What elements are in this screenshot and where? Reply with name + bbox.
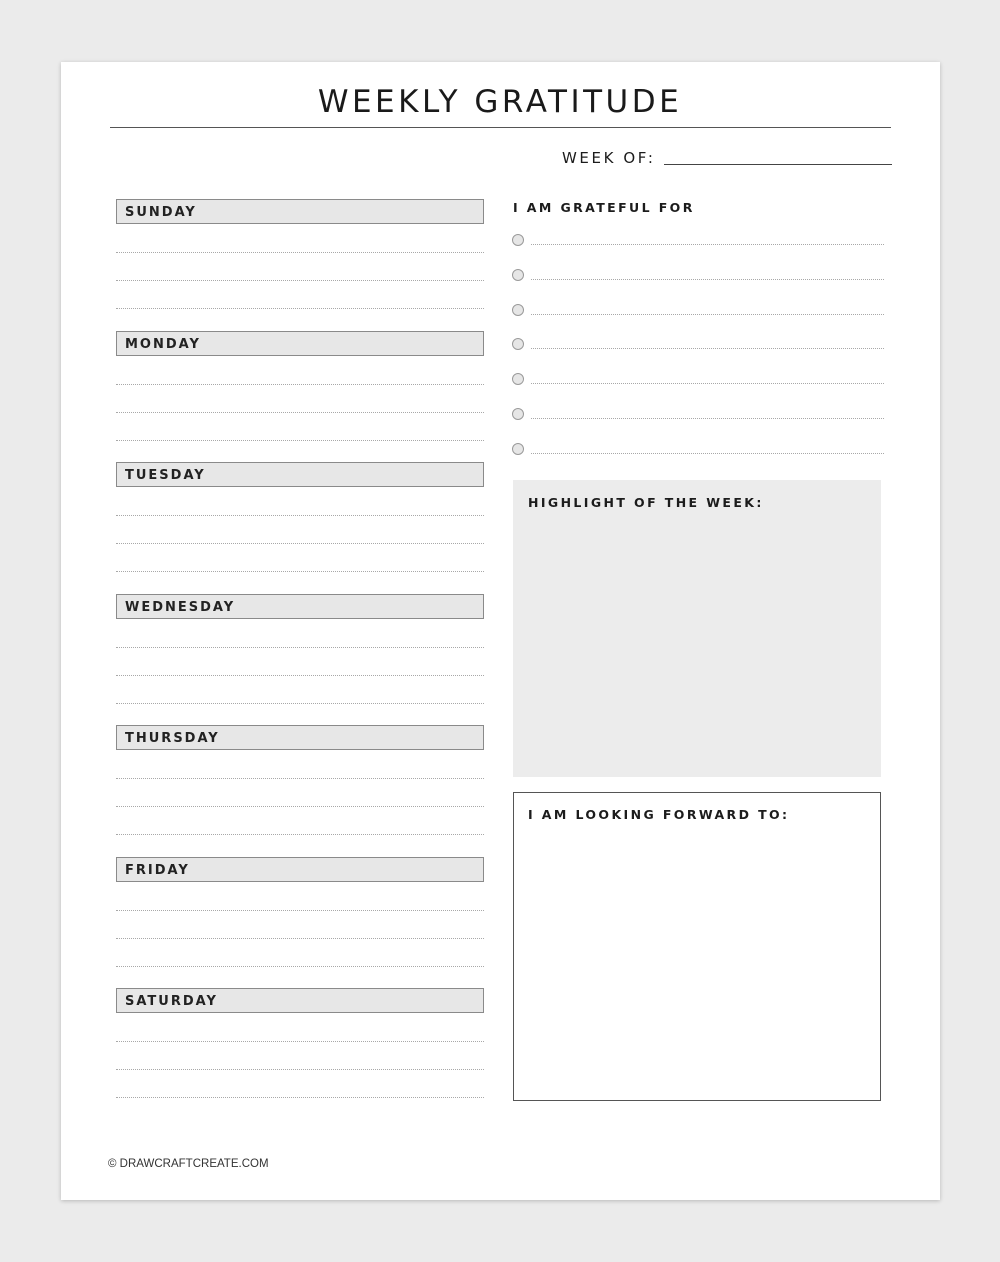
day-label: MONDAY <box>125 337 201 352</box>
day-writing-line[interactable] <box>116 543 484 544</box>
week-of-field[interactable] <box>664 164 892 165</box>
day-writing-line[interactable] <box>116 647 484 648</box>
day-label: WEDNESDAY <box>125 600 236 615</box>
day-writing-line[interactable] <box>116 384 484 385</box>
highlight-box[interactable] <box>513 480 881 777</box>
title-divider <box>110 127 891 128</box>
day-writing-line[interactable] <box>116 938 484 939</box>
day-writing-line[interactable] <box>116 280 484 281</box>
grateful-writing-line[interactable] <box>531 244 884 245</box>
grateful-title: I AM GRATEFUL FOR <box>513 200 695 215</box>
circle-bullet-icon[interactable] <box>512 304 524 316</box>
day-writing-line[interactable] <box>116 1069 484 1070</box>
grateful-writing-line[interactable] <box>531 453 884 454</box>
day-writing-line[interactable] <box>116 675 484 676</box>
day-header-saturday <box>116 988 484 1013</box>
copyright-text: © DRAWCRAFTCREATE.COM <box>108 1158 269 1170</box>
day-writing-line[interactable] <box>116 806 484 807</box>
circle-bullet-icon[interactable] <box>512 408 524 420</box>
page-title: WEEKLY GRATITUDE <box>317 84 683 120</box>
day-writing-line[interactable] <box>116 834 484 835</box>
day-label: THURSDAY <box>125 731 220 746</box>
day-header-sunday <box>116 199 484 224</box>
circle-bullet-icon[interactable] <box>512 338 524 350</box>
day-writing-line[interactable] <box>116 910 484 911</box>
day-header-tuesday <box>116 462 484 487</box>
day-label: TUESDAY <box>125 468 206 483</box>
day-writing-line[interactable] <box>116 440 484 441</box>
day-label: SATURDAY <box>125 994 218 1009</box>
circle-bullet-icon[interactable] <box>512 269 524 281</box>
grateful-writing-line[interactable] <box>531 418 884 419</box>
day-writing-line[interactable] <box>116 252 484 253</box>
circle-bullet-icon[interactable] <box>512 443 524 455</box>
highlight-label: HIGHLIGHT OF THE WEEK: <box>528 495 764 510</box>
grateful-writing-line[interactable] <box>531 348 884 349</box>
grateful-writing-line[interactable] <box>531 314 884 315</box>
day-writing-line[interactable] <box>116 966 484 967</box>
day-writing-line[interactable] <box>116 571 484 572</box>
circle-bullet-icon[interactable] <box>512 234 524 246</box>
day-header-monday <box>116 331 484 356</box>
looking-forward-label: I AM LOOKING FORWARD TO: <box>528 807 790 822</box>
day-writing-line[interactable] <box>116 703 484 704</box>
grateful-writing-line[interactable] <box>531 279 884 280</box>
day-label: FRIDAY <box>125 863 190 878</box>
circle-bullet-icon[interactable] <box>512 373 524 385</box>
looking-forward-box[interactable] <box>513 792 881 1101</box>
day-label: SUNDAY <box>125 205 197 220</box>
grateful-writing-line[interactable] <box>531 383 884 384</box>
day-writing-line[interactable] <box>116 1097 484 1098</box>
day-header-thursday <box>116 725 484 750</box>
day-header-friday <box>116 857 484 882</box>
day-writing-line[interactable] <box>116 412 484 413</box>
day-writing-line[interactable] <box>116 778 484 779</box>
day-writing-line[interactable] <box>116 308 484 309</box>
week-of-label: WEEK OF: <box>562 149 656 167</box>
day-writing-line[interactable] <box>116 515 484 516</box>
day-writing-line[interactable] <box>116 1041 484 1042</box>
day-header-wednesday <box>116 594 484 619</box>
